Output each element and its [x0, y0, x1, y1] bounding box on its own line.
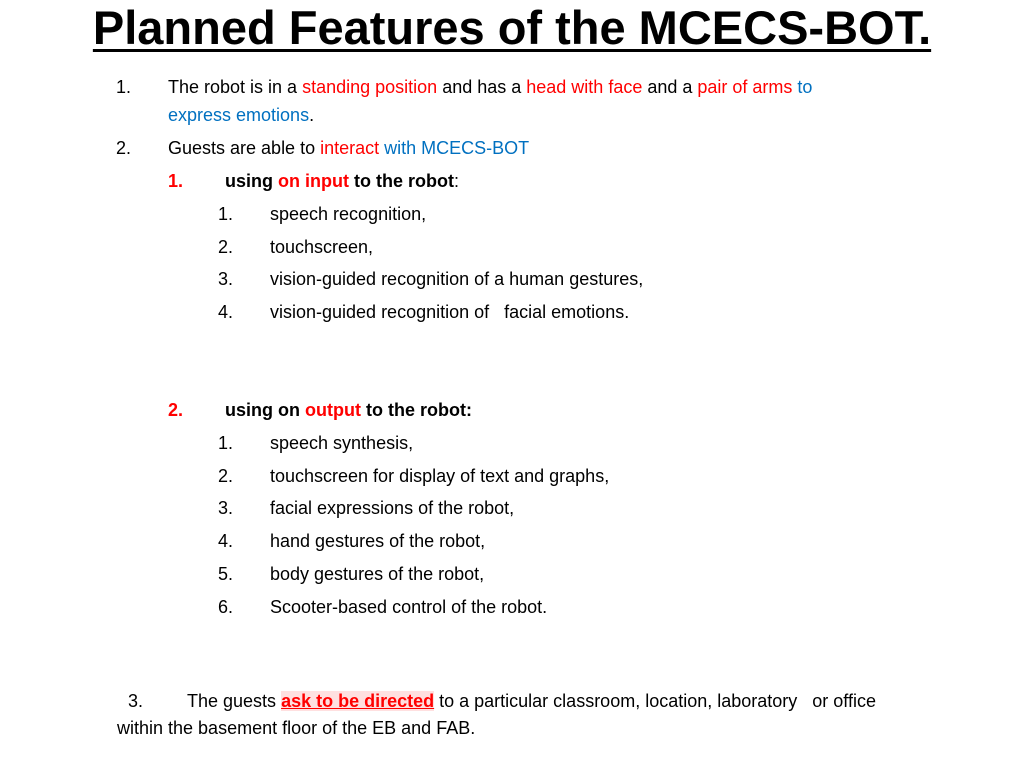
item2-interact: interact: [320, 138, 380, 158]
sub2-item-number: 6.: [218, 597, 234, 617]
sub1-item-number: 4.: [218, 302, 234, 322]
sub2-item-text: facial expressions of the robot,: [270, 498, 515, 518]
sub1-colon: :: [453, 171, 459, 191]
sub1-heading-part: to the robot: [348, 171, 454, 191]
item2-number: 2.: [116, 138, 132, 158]
item3-number: 3.: [128, 691, 144, 711]
sub2-item-text: speech synthesis,: [270, 433, 414, 453]
item1-express-emotions: express emotions: [168, 105, 310, 125]
item1-text-part: The robot is in a: [168, 77, 303, 97]
sub2-item-number: 1.: [218, 433, 234, 453]
item1-period: .: [309, 105, 315, 125]
item1-text-part: and a: [642, 77, 698, 97]
sub2-item-number: 2.: [218, 466, 234, 486]
item3-text-part: to a particular classroom, location, laboratory or office: [434, 691, 876, 711]
sub1-item-text: speech recognition,: [270, 204, 427, 224]
item1-text-part: and has a: [437, 77, 527, 97]
item1-text-continued: [168, 104, 314, 126]
sub2-item-number: 3.: [218, 498, 234, 518]
item1-to: to: [792, 77, 813, 97]
item1-head-with-face: head with face: [526, 77, 643, 97]
sub1-item-text: vision-guided recognition of facial emotions.: [270, 302, 630, 322]
item1-text: [168, 76, 812, 98]
sub2-output: output: [305, 400, 361, 420]
sub2-item-number: 4.: [218, 531, 234, 551]
sub2-item-text: touchscreen for display of text and graphs,: [270, 466, 610, 486]
item3-text-continued: within the basement floor of the EB and FAB.: [117, 718, 476, 738]
item2-text-part: Guests are able to: [168, 138, 321, 158]
sub2-heading: [225, 399, 472, 421]
sub2-item-text: body gestures of the robot,: [270, 564, 485, 584]
sub1-item-text: touchscreen,: [270, 237, 374, 257]
sub2-item-text: hand gestures of the robot,: [270, 531, 486, 551]
item3-text-part: The guests: [187, 691, 282, 711]
sub1-item-text: vision-guided recognition of a human gestures,: [270, 269, 644, 289]
sub1-item-number: 1.: [218, 204, 234, 224]
sub2-heading-part: using on: [225, 400, 305, 420]
item1-number: 1.: [116, 77, 132, 97]
sub1-item-number: 3.: [218, 269, 234, 289]
item3-ask-to-be-directed: ask to be directed: [281, 691, 435, 711]
sub1-on-input: on input: [278, 171, 349, 191]
item1-pair-of-arms: pair of arms: [697, 77, 793, 97]
sub2-number: 2.: [168, 400, 184, 420]
slide-title: Planned Features of the MCECS-BOT.: [92, 1, 932, 54]
sub2-item-text: Scooter-based control of the robot.: [270, 597, 548, 617]
sub2-item-number: 5.: [218, 564, 234, 584]
item2-with-mcecs-bot: with MCECS-BOT: [379, 138, 530, 158]
sub1-number: 1.: [168, 171, 184, 191]
item1-standing-position: standing position: [302, 77, 438, 97]
sub2-heading-part: to the robot:: [360, 400, 472, 420]
sub1-heading: [225, 170, 459, 192]
sub1-item-number: 2.: [218, 237, 234, 257]
sub1-heading-part: using: [225, 171, 278, 191]
item3-text: [187, 690, 876, 712]
item2-text: [168, 137, 529, 159]
